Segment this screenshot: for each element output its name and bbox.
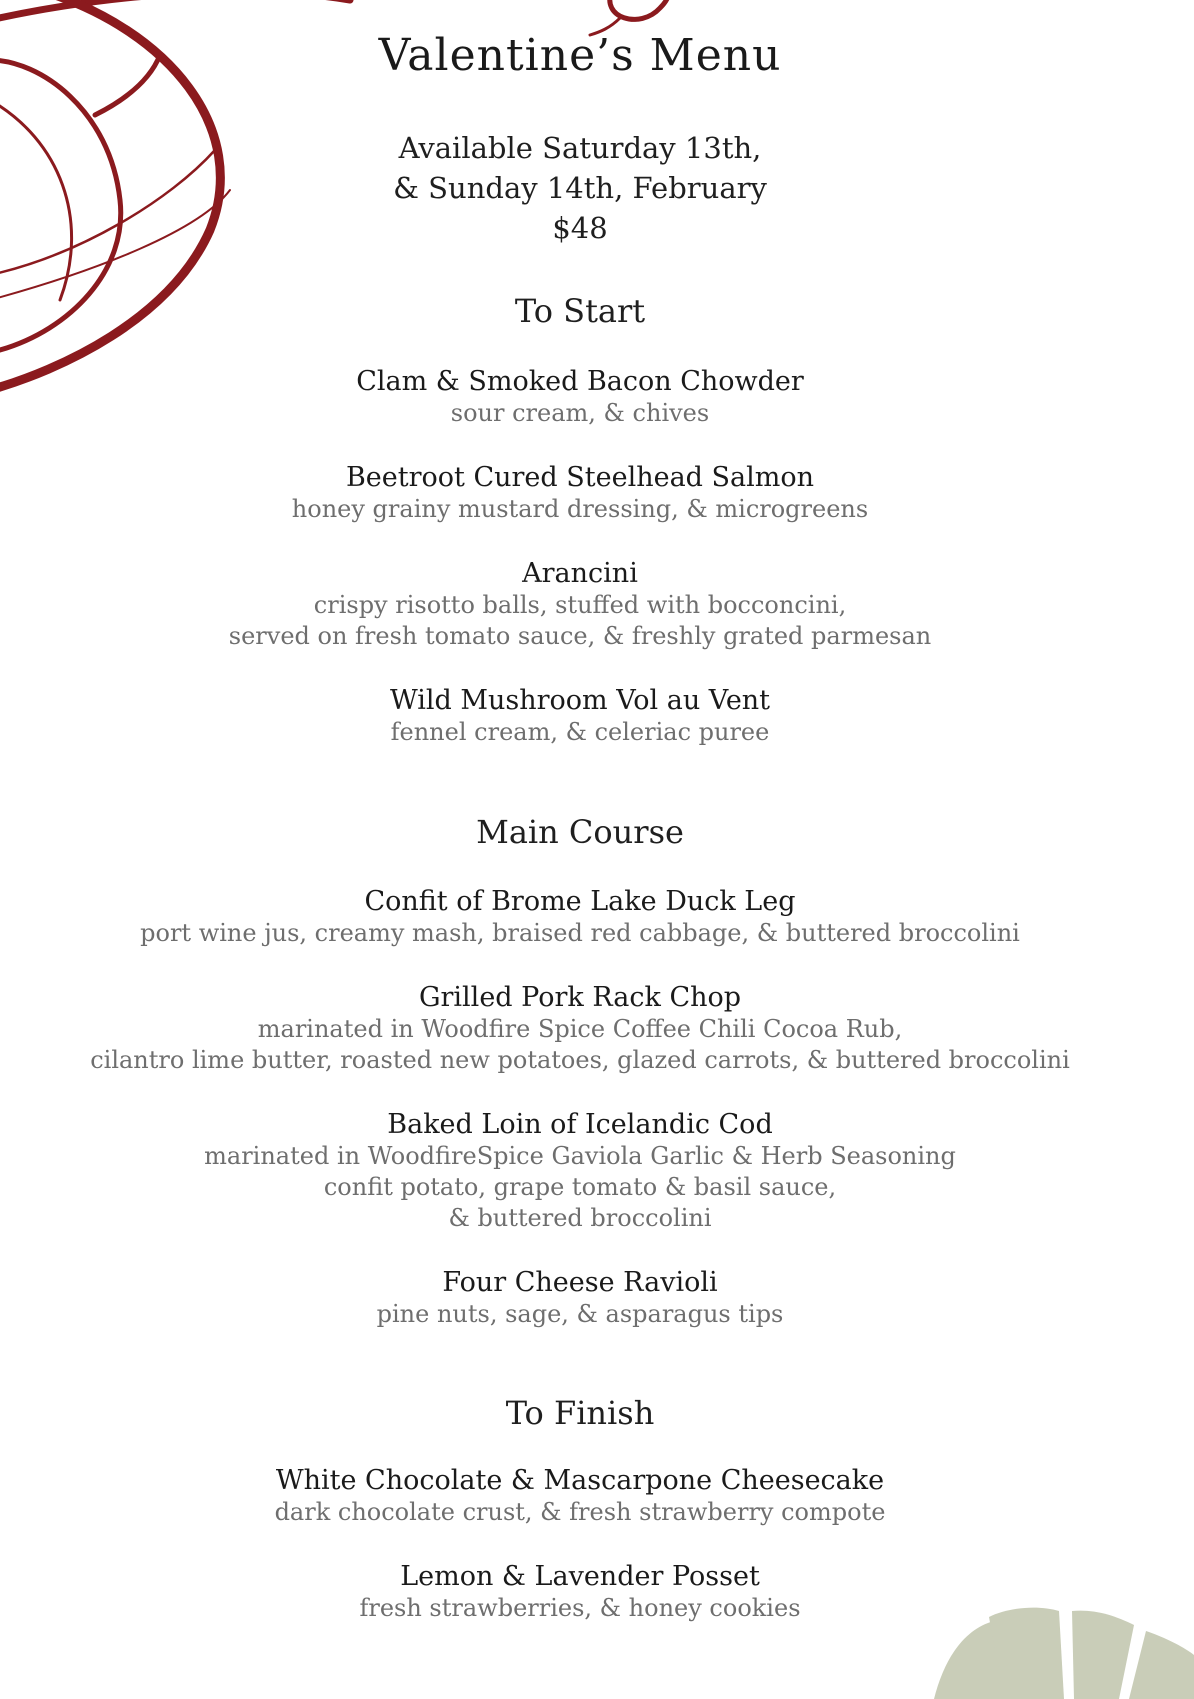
dish-name: Beetroot Cured Steelhead Salmon	[345, 462, 815, 493]
dish-description: port wine jus, creamy mash, braised red cabbage, & buttered broccolini	[140, 919, 1020, 947]
dish-name: Confit of Brome Lake Duck Leg	[364, 886, 796, 917]
dish-name: White Chocolate & Mascarpone Cheesecake	[275, 1465, 885, 1496]
dish-name: Four Cheese Ravioli	[442, 1267, 718, 1298]
dish-item	[0, 462, 1160, 525]
dish-name: Baked Loin of Icelandic Cod	[387, 1109, 773, 1140]
availability	[0, 128, 1160, 248]
dish-name: Lemon & Lavender Posset	[400, 1561, 760, 1592]
availability-line-2: & Sunday 14th, February	[393, 171, 767, 205]
dish-name: Grilled Pork Rack Chop	[418, 982, 742, 1013]
dish-name: Arancini	[522, 558, 638, 589]
dish-description: fresh strawberries, & honey cookies	[359, 1594, 801, 1622]
dish-description: & buttered broccolini	[448, 1204, 712, 1232]
dish-description: crispy risotto balls, stuffed with bocconcini,	[313, 591, 847, 619]
dish-name: Clam & Smoked Bacon Chowder	[356, 366, 804, 397]
dish-description: confit potato, grape tomato & basil sauce,	[323, 1173, 837, 1201]
dish-description: served on fresh tomato sauce, & freshly grated parmesan	[228, 622, 932, 650]
dish-description: dark chocolate crust, & fresh strawberry compote	[274, 1498, 886, 1526]
dish-item	[0, 1465, 1160, 1528]
dish-item	[0, 1561, 1160, 1624]
dish-item	[0, 685, 1160, 748]
dish-description: cilantro lime butter, roasted new potatoes, glazed carrots, & buttered broccolini	[90, 1046, 1070, 1074]
menu-title: Valentine’s Menu	[378, 30, 782, 81]
price: $48	[552, 211, 608, 245]
availability-line-1: Available Saturday 13th,	[398, 131, 762, 165]
dish-description: marinated in WoodfireSpice Gaviola Garlic & Herb Seasoning	[204, 1142, 956, 1170]
section-title-to-start: To Start	[514, 292, 646, 330]
section-title-main-course: Main Course	[476, 813, 684, 851]
dish-description: fennel cream, & celeriac puree	[390, 718, 770, 746]
dish-name: Wild Mushroom Vol au Vent	[389, 685, 771, 716]
dish-item	[0, 1267, 1160, 1330]
dish-item	[0, 886, 1160, 949]
section-title-to-finish: To Finish	[505, 1394, 655, 1432]
dish-description: honey grainy mustard dressing, & microgreens	[291, 495, 869, 523]
dish-item	[0, 558, 1160, 652]
dish-item	[0, 366, 1160, 429]
dish-description: pine nuts, sage, & asparagus tips	[376, 1300, 784, 1328]
dish-description: sour cream, & chives	[450, 399, 710, 427]
dish-description: marinated in Woodfire Spice Coffee Chili Cocoa Rub,	[257, 1015, 903, 1043]
dish-item	[0, 982, 1160, 1076]
dish-item	[0, 1109, 1160, 1234]
